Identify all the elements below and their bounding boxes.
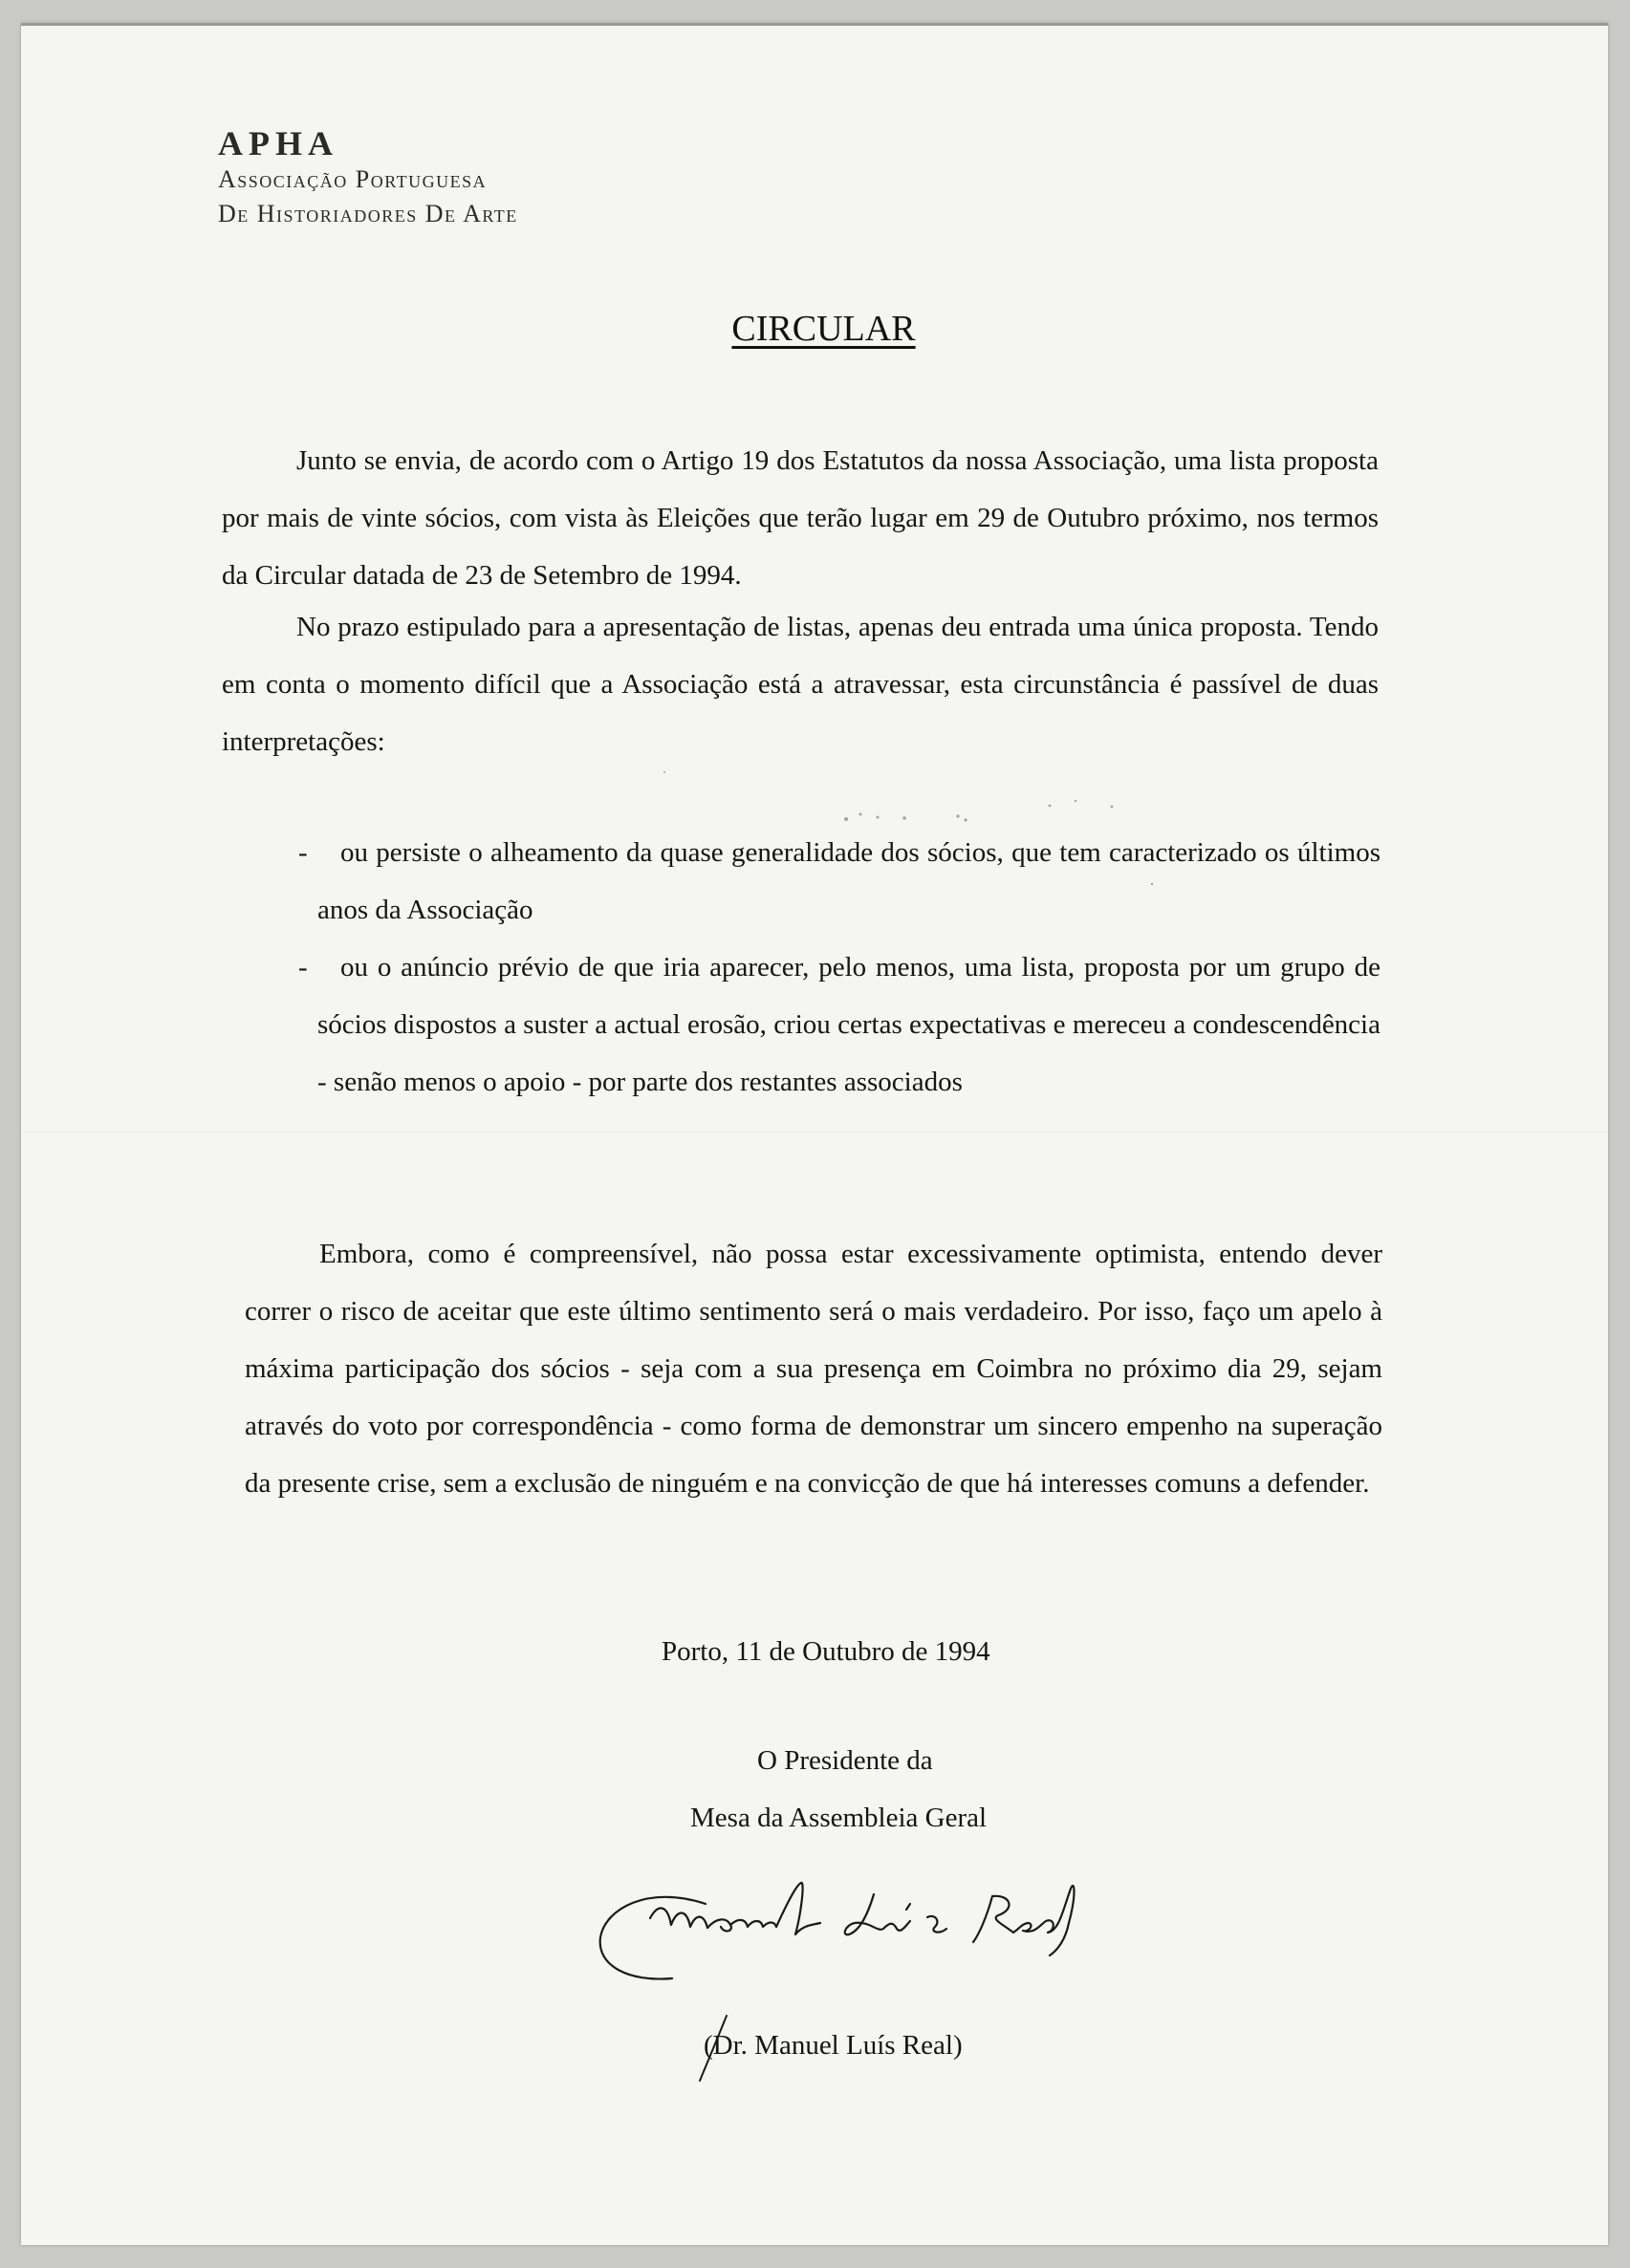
list-dash: - — [298, 952, 308, 983]
paragraph-3 — [245, 1225, 1382, 1512]
signer-role-line-2: Mesa da Assembleia Geral — [690, 1803, 988, 1833]
list-item-2 — [298, 939, 1380, 1111]
handwritten-signature — [591, 1875, 1126, 1999]
list-item-2-text: ou o anúncio prévio de que iria aparecer, pelo menos, uma lista, proposta por um grupo de sócios dispostos a suster a actual erosão, criou certas expectativas e mereceu a condescendência - senão menos o apoio - por parte dos restantes associados — [317, 952, 1380, 1097]
list-item — [298, 939, 1380, 1111]
list-item — [298, 824, 1380, 939]
paragraph-1-text: Junto se envia, de acordo com o Artigo 19 dos Estatutos da nossa Associação, uma lista proposta por mais de vinte sócios, com vista às Eleições que terão lugar em 29 de Outubro próximo, nos termos da Circular datada de 23 de Setembro de 1994. — [222, 445, 1379, 591]
paragraph-2-text: No prazo estipulado para a apresentação de listas, apenas deu entrada uma única proposta. Tendo em conta o momento difícil que a Associação está a atravessar, esta circunstância é passível de duas interpretações: — [222, 612, 1379, 757]
paragraph-2 — [222, 598, 1379, 770]
letterhead — [218, 124, 518, 231]
list-dash: - — [298, 837, 308, 868]
page-top-edge — [21, 23, 1608, 26]
signer-role-line-1: O Presidente da — [757, 1745, 933, 1776]
signer-name: (Dr. Manuel Luís Real) — [704, 2030, 963, 2061]
paragraph-1 — [222, 432, 1379, 604]
org-name-line-2: De Historiadores De Arte — [218, 200, 518, 227]
fold-crease — [21, 1132, 1608, 1134]
org-acronym: APHA — [218, 124, 338, 162]
org-name-line-1: Associação Portuguesa — [218, 165, 488, 193]
list-item-1-text: ou persiste o alheamento da quase generalidade dos sócios, que tem caracterizado os últimos anos da Associação — [317, 837, 1380, 925]
paragraph-3-text: Embora, como é compreensível, não possa estar excessivamente optimista, entendo dever correr o risco de aceitar que este último sentimento será o mais verdadeiro. Por isso, faço um apelo à máxima participação dos sócios - seja com a sua presença em Coimbra no próximo dia 29, sejam através do voto por correspondência - como forma de demonstrar um sincero empenho na superação da presente crise, sem a exclusão de ninguém e na convicção de que há interesses comuns a defender. — [245, 1239, 1382, 1499]
place-and-date: Porto, 11 de Outubro de 1994 — [662, 1636, 990, 1667]
list-item-1 — [298, 824, 1380, 939]
document-title: CIRCULAR — [731, 309, 916, 349]
